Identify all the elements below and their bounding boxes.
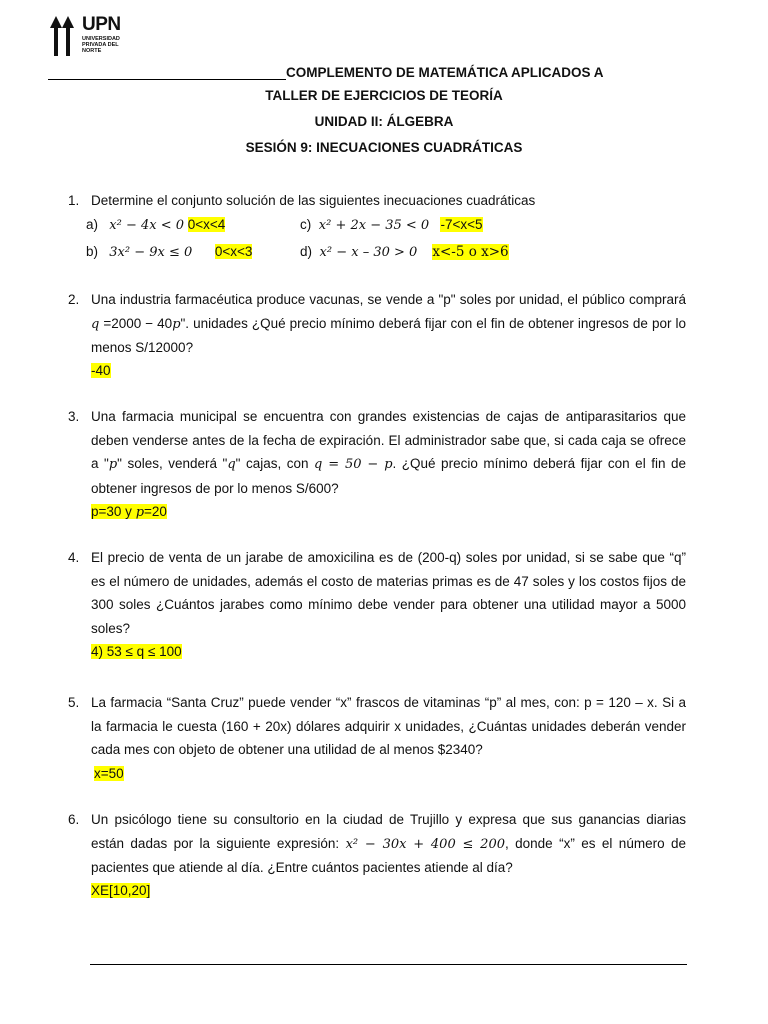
item-a [86,213,225,238]
upn-logo [48,14,128,58]
question-answer: -40 [91,363,111,378]
logo-wordmark: UPN [82,14,121,35]
header-session: SESIÓN 9: INECUACIONES CUADRÁTICAS [245,140,523,155]
question-answer: p=30 y p=20 [91,504,167,520]
question-answer: x=50 [94,766,124,781]
question-number: 4. [68,550,80,565]
item-c [300,213,483,238]
question-answer: XE[10,20] [91,883,151,898]
item-b [86,240,252,265]
question-number: 6. [68,812,80,827]
question-text: El precio de venta de un jarabe de amoxicilina es de (200-q) soles por unidad, si se sabe que “q” es el número de unidades, además el costo de materias primas es de 47 soles y los costos fijos de 300 soles ¿Cuántos jarabes como mínimo debe vender para obtener una utilidad mayor a 5000 soles? [91,550,686,636]
item-label: b) [86,244,99,259]
item-label: a) [86,217,99,232]
question-number: 3. [68,409,80,424]
item-d [300,240,509,265]
logo-subtitle: UNIVERSIDAD PRIVADA DEL NORTE [82,36,120,54]
upn-logo-mark-icon [48,14,78,58]
item-answer: -7<x<5 [440,217,483,232]
header-workshop: TALLER DE EJERCICIOS DE TEORÍA [265,88,503,103]
item-answer: x<-5 o x>6 [432,244,509,260]
header-title: COMPLEMENTO DE MATEMÁTICA APLICADOS A [286,65,604,80]
item-label: c) [300,217,312,232]
question-text: Un psicólogo tiene su consultorio en la ciudad de Trujillo y expresa que sus ganancias diarias están dadas por la siguiente expresión: x² − 30x + 400 ≤ 200, donde “x” es el número de pacientes que atiende al día. ¿Entre cuántos pacientes atiende al día? [91,812,686,876]
question-text: La farmacia “Santa Cruz” puede vender “x” frascos de vitaminas “p” al mes, con: p = 120 – x. Si a la farmacia le cuesta (160 + 20x) dólares adquirir x unidades, ¿Cuántas unidades deberán vender cada mes con objeto de obtener una utilidad de al menos $2340? [91,695,686,758]
question-number: 5. [68,695,80,710]
footer-rule [90,964,687,965]
question-number: 1. [68,193,80,208]
item-label: d) [300,244,313,259]
item-expression: x² − x – 30 > 0 [319,245,418,260]
question-answer: 4) 53 ≤ q ≤ 100 [91,644,182,659]
header-rule [48,79,286,80]
item-answer: 0<x<4 [187,217,226,232]
item-expression: x² + 2x − 35 < 0 [318,218,430,233]
question-text: Determine el conjunto solución de las siguientes inecuaciones cuadráticas [91,193,536,208]
question-number: 2. [68,292,80,307]
item-expression: x² − 4x < 0 [109,218,185,233]
item-expression: 3x² − 9x ≤ 0 [109,245,193,260]
header-unit: UNIDAD II: ÁLGEBRA [314,114,454,129]
question-text: Una farmacia municipal se encuentra con grandes existencias de cajas de antiparasitarios que deben venderse antes de la fecha de expiración. El administrador sabe que, si cada caja se ofrece a "p" soles, venderá "q" cajas, con q = 50 − p. ¿Qué precio mínimo deberá fijar con el fin de obtener ingresos de por lo menos S/600? [91,409,686,496]
question-text: Una industria farmacéutica produce vacunas, se vende a "p" soles por unidad, el público comprará q =2000 − 40p". unidades ¿Qué precio mínimo deberá fijar con el fin de obtener ingresos de por lo menos S/12000? [91,292,686,356]
item-answer: 0<x<3 [214,244,253,259]
